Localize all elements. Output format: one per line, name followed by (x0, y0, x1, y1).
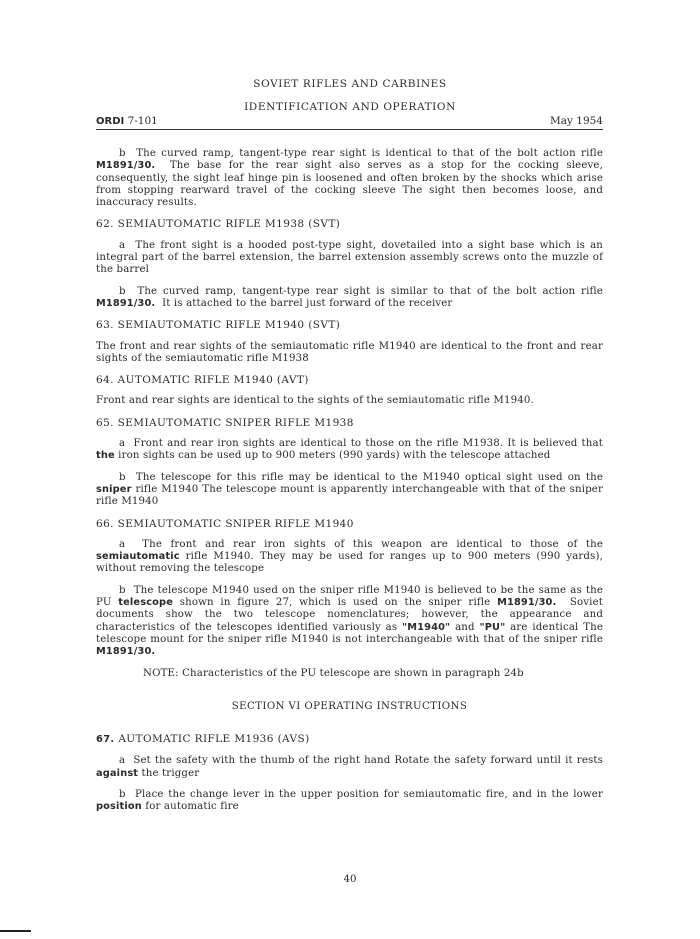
bold-term: M1891/30. (497, 597, 557, 609)
heading-63: 63. SEMIAUTOMATIC RIFLE M1940 (SVT) (96, 319, 341, 332)
paragraph-text: The front and rear iron sights of this weapon are identical to those of the (142, 538, 603, 550)
paragraph-label: a (119, 239, 126, 251)
bold-term: position (96, 801, 142, 813)
paragraph-label: b (119, 471, 126, 483)
heading-66: 66. SEMIAUTOMATIC SNIPER RIFLE M1940 (96, 517, 354, 530)
body-text (96, 148, 603, 823)
document-id (96, 115, 158, 127)
paragraph-label: b (119, 788, 126, 800)
paragraph-text: Place the change lever in the upper position for semiautomatic fire, and in the lower (134, 788, 604, 800)
paragraph-text: the trigger (141, 767, 200, 779)
paragraph-64: Front and rear sights are identical to the sights of the semiautomatic rifle M1940. (96, 395, 534, 407)
paragraph-text: are identical The telescope mount for the sniper rifle M1940 is not interchangeable with that of the sniper rifle (96, 621, 604, 645)
bold-term: semiautomatic (96, 551, 180, 563)
paragraph-text: Set the safety with the thumb of the right hand Rotate the safety forward until it rests (133, 755, 603, 767)
header-subtitle: IDENTIFICATION AND OPERATION (244, 101, 456, 113)
paragraph-text: The telescope M1940 used on the sniper rifle M1940 is believed to be the same as the PU (96, 584, 603, 609)
paragraph-label: a (119, 538, 126, 550)
document-id-number: 7-101 (127, 115, 158, 127)
paragraph-label: a (119, 755, 126, 767)
heading-title: AUTOMATIC RIFLE M1936 (AVS) (118, 733, 310, 746)
bold-term: M1891/30. (96, 297, 156, 309)
paragraph-65a (96, 438, 603, 463)
heading-65: 65. SEMIAUTOMATIC SNIPER RIFLE M1938 (96, 416, 354, 429)
paragraph-text: The curved ramp, tangent-type rear sight is similar to that of the bolt action rifle (137, 285, 603, 297)
heading-number: 67. (96, 734, 115, 746)
section-heading: SECTION VI OPERATING INSTRUCTIONS (231, 700, 468, 712)
paragraph-text: Front and rear iron sights are identical to those on the rifle M1938. It is believed that (133, 438, 603, 450)
bold-term: "M1940" (402, 621, 451, 633)
paragraph-text: rifle M1940. They may be used for ranges up to 900 meters (990 yards), without removing the telescope (96, 551, 603, 575)
header-rule (96, 129, 603, 130)
paragraph-67b (96, 789, 603, 814)
paragraph-text: The base for the rear sight also serves as a stop for the cocking sleeve, consequently, the sight leaf hinge pin is loosened and often broken by the shocks which arise from stopping rearward travel of the cocking sleeve The sight then becomes loose, and inaccuracy results. (96, 160, 603, 209)
paragraph-text: It is attached to the barrel just forward of the receiver (162, 297, 453, 309)
paragraph-text: and (455, 621, 475, 633)
paragraph-text: shown in figure 27, which is used on the sniper rifle (179, 597, 491, 609)
paragraph-text: The telescope for this rifle may be identical to the M1940 optical sight used on the (135, 471, 603, 483)
paragraph-67a (96, 755, 603, 780)
bold-term: against (96, 767, 139, 779)
note: NOTE: Characteristics of the PU telescope are shown in paragraph 24b (143, 667, 524, 679)
paragraph-text: iron sights can be used up to 900 meters (990 yards) with the telescope attached (118, 450, 551, 462)
bold-term: M1891/30. (96, 646, 156, 658)
paragraph-62b (96, 286, 603, 311)
document-id-prefix: ORDI (96, 116, 125, 127)
paragraph-label: b (119, 584, 126, 596)
heading-64: 64. AUTOMATIC RIFLE M1940 (AVT) (96, 374, 309, 387)
paragraph-65b (96, 472, 603, 509)
corner-mark (0, 930, 31, 932)
document-date: May 1954 (549, 115, 603, 127)
paragraph-label: b (119, 285, 126, 297)
paragraph-61b (96, 148, 603, 209)
paragraph-text: rifle M1940 The telescope mount is apparently interchangeable with that of the sniper rifle M1940 (96, 483, 604, 508)
page-number: 40 (343, 874, 357, 885)
bold-term: telescope (118, 597, 174, 609)
header-title: SOVIET RIFLES AND CARBINES (253, 78, 447, 90)
paragraph-text: The curved ramp, tangent-type rear sight is identical to that of the bolt action rifle (136, 148, 603, 159)
heading-62: 62. SEMIAUTOMATIC RIFLE M1938 (SVT) (96, 218, 341, 231)
paragraph-63: The front and rear sights of the semiautomatic rifle M1940 are identical to the front and rear sights of the semiautomatic rifle M1938 (96, 340, 603, 364)
paragraph-66b (96, 585, 603, 659)
bold-term: the (96, 450, 115, 462)
bold-term: "PU" (479, 621, 506, 633)
paragraph-label: a (119, 438, 126, 450)
bold-term: sniper (96, 483, 132, 495)
heading-67 (96, 733, 603, 746)
paragraph-text: The front sight is a hooded post-type sight, dovetailed into a sight base which is an integral part of the barrel extension, the barrel extension assembly screws onto the muzzle of the barrel (96, 239, 604, 276)
bold-term: M1891/30. (96, 160, 156, 172)
paragraph-label: b (119, 148, 126, 159)
paragraph-62a (96, 240, 603, 277)
paragraph-text: for automatic fire (145, 801, 239, 813)
paragraph-text: Soviet documents show the two telescope nomenclatures; however, the appearance and characteristics of the telescopes identified variously as (96, 597, 604, 633)
paragraph-66a (96, 539, 603, 576)
